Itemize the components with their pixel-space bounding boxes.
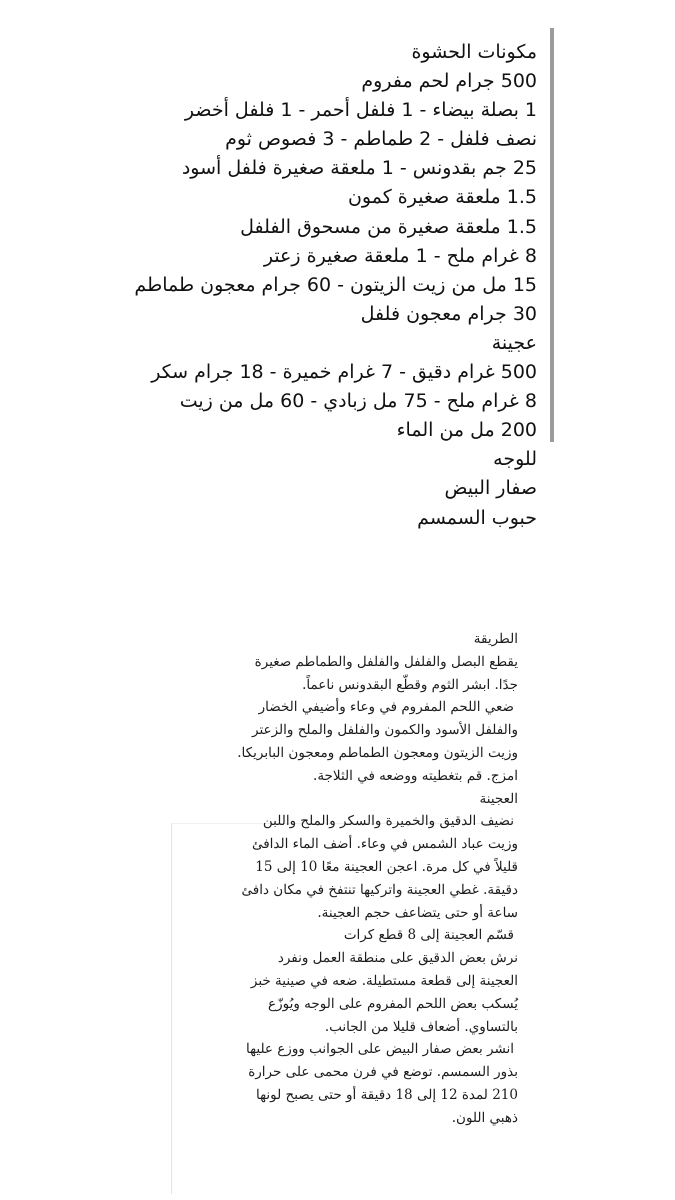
method-line: بالتساوي. أضعاف قليلا من الجانب. (324, 1018, 518, 1035)
ingredient-line: 1.5 ملعقة صغيرة كمون (347, 186, 537, 209)
ingredient-line: 25 جم بقدونس - 1 ملعقة صغيرة فلفل أسود (181, 157, 537, 180)
ingredient-line: حبوب السمسم (417, 506, 537, 529)
method-line: يقطع البصل والفلفل والفلفل والطماطم صغيرة (254, 653, 518, 670)
ingredient-line: 200 مل من الماء (396, 419, 537, 442)
method-line: والفلفل الأسود والكمون والفلفل والملح والزعتر (252, 722, 518, 739)
ingredient-line: 8 غرام ملح - 1 ملعقة صغيرة زعتر (263, 244, 537, 267)
method-line: جدًا. ابشر الثوم وقطّع البقدونس ناعماً. (302, 676, 518, 693)
ingredients-heading: مكونات الحشوة (411, 41, 537, 63)
method-line: العجينة إلى قطعة مستطيلة. ضعه في صينية خبز (250, 972, 518, 989)
method-heading: الطريقة (473, 631, 518, 647)
ingredient-line: نصف فلفل - 2 طماطم - 3 فصوص ثوم (225, 128, 537, 151)
method-line: ذهبي اللون. (451, 1109, 518, 1126)
method-line: امزج. قم بتغطيته ووضعه في الثلاجة. (313, 767, 518, 784)
ingredient-line: 1.5 ملعقة صغيرة من مسحوق الفلفل (240, 215, 537, 238)
dough-method-heading: العجينة (479, 790, 518, 807)
method-line: نضيف الدقيق والخميرة والسكر والملح واللبن (262, 813, 514, 830)
ingredient-line: 8 غرام ملح - 75 مل زبادي - 60 مل من زيت (179, 390, 537, 413)
vertical-divider (550, 28, 554, 442)
ingredient-line: 500 جرام لحم مفروم (361, 70, 537, 93)
topping-heading: للوجه (493, 448, 537, 471)
method-line: وزيت الزيتون ومعجون الطماطم ومعجون البابريكا. (237, 744, 518, 761)
ingredient-line: 30 جرام معجون فلفل (360, 302, 537, 325)
ingredient-line: 15 مل من زيت الزيتون - 60 جرام معجون طماطم (134, 273, 537, 296)
ingredients-section (117, 38, 537, 533)
method-line: قسّم العجينة إلى 8 قطع كرات (343, 927, 514, 944)
ingredient-line: 500 غرام دقيق - 7 غرام خميرة - 18 جرام سكر (151, 361, 537, 384)
dough-heading: عجينة (491, 331, 537, 354)
method-line: ساعة أو حتى يتضاعف حجم العجينة. (317, 904, 518, 921)
method-section (138, 628, 518, 1130)
method-line: 210 لمدة 12 إلى 18 دقيقة أو حتى يصبح لونها (256, 1086, 518, 1103)
method-line: بذور السمسم. توضع في فرن محمى على حرارة (248, 1064, 518, 1081)
method-line: يُسكب بعض اللحم المفروم على الوجه ويُوزّع (268, 995, 518, 1012)
ingredient-line: 1 بصلة بيضاء - 1 فلفل أحمر - 1 فلفل أخضر (184, 99, 537, 122)
ingredient-line: صفار البيض (444, 477, 537, 500)
method-line: انشر بعض صفار البيض على الجوانب ووزع عليها (246, 1041, 514, 1058)
method-line: نرش بعض الدقيق على منطقة العمل ونفرد (277, 950, 518, 967)
method-line: دقيقة. غطي العجينة واتركيها تنتفخ في مكان دافئ (241, 881, 518, 898)
method-line: وزيت عباد الشمس في وعاء. أضف الماء الدافئ (251, 836, 518, 853)
method-line: قليلاً في كل مرة. اعجن العجينة معًا 10 إلى 15 (255, 858, 518, 875)
method-line: ضعي اللحم المفروم في وعاء وأضيفي الخضار (258, 699, 514, 716)
